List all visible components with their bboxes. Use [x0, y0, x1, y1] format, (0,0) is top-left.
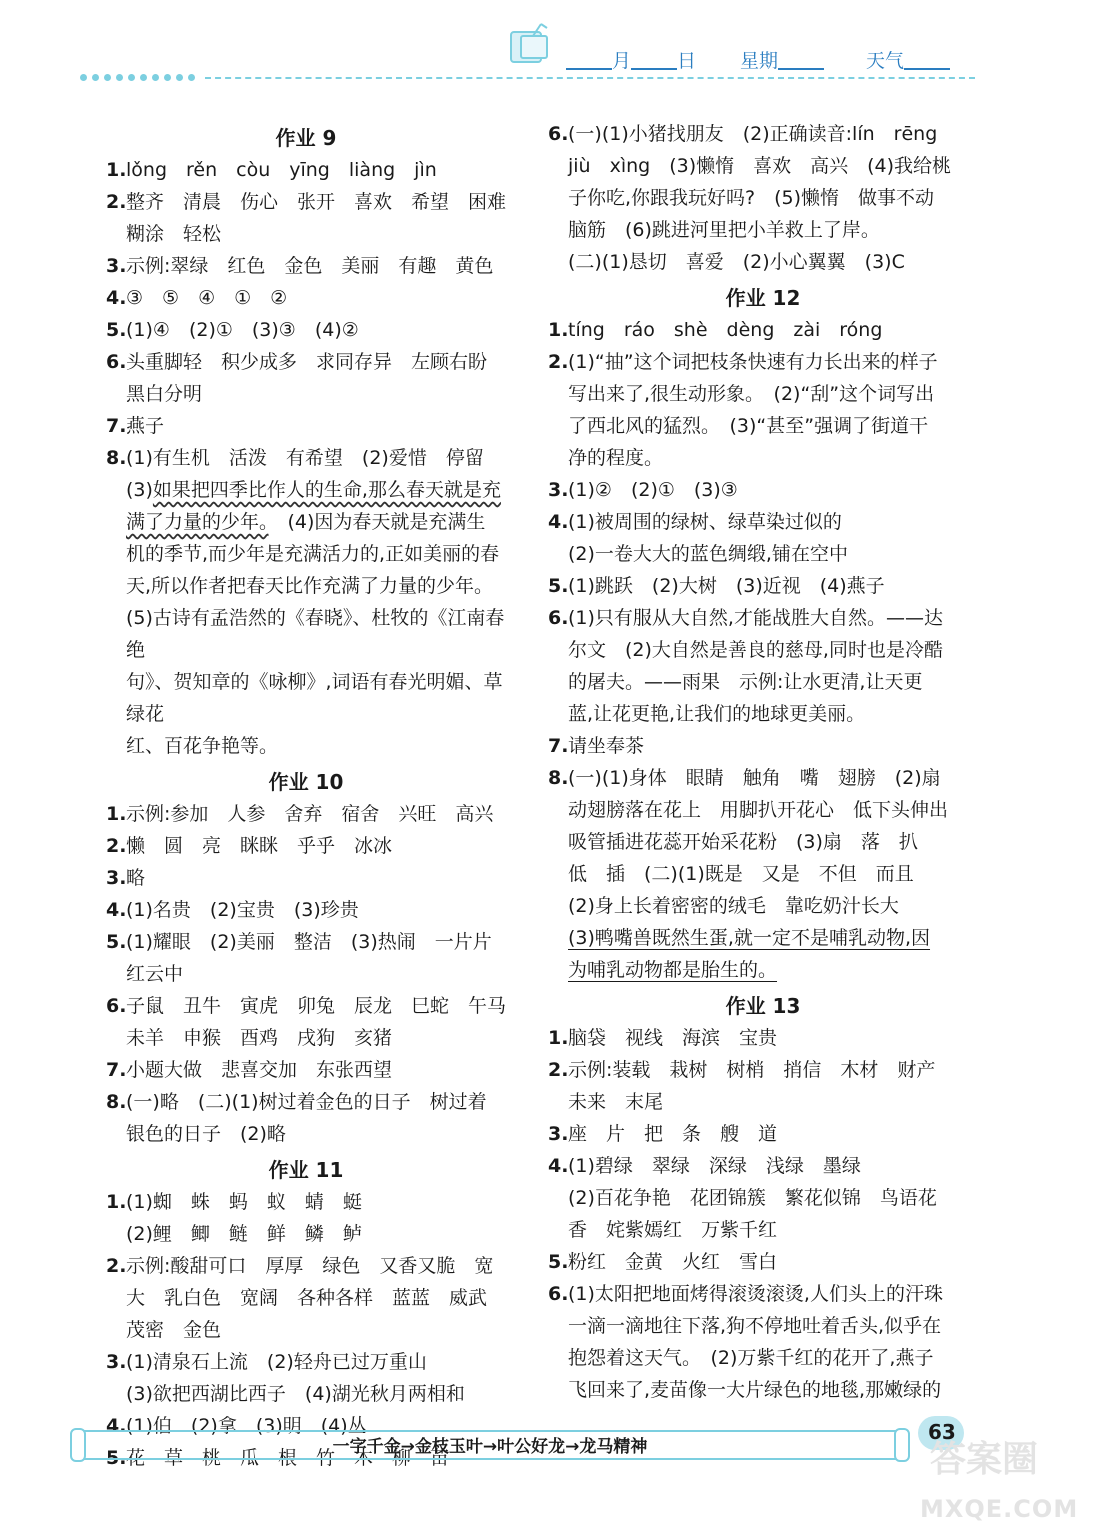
answer-text: (3) — [568, 927, 595, 949]
day-label: 日 — [677, 50, 697, 72]
q10-2 — [106, 830, 506, 862]
question-number: 2. — [548, 1059, 569, 1081]
section-title-11: 作业 11 — [268, 1158, 344, 1182]
month-label: 月 — [612, 50, 632, 72]
date-weather-line — [566, 46, 950, 73]
q12-2-cont: 净的程度。 — [568, 447, 664, 469]
q13-4-cont: 香 姹紫嫣红 万紫千红 — [568, 1219, 778, 1241]
answer-text: ③ ⑤ ④ ① ② — [126, 287, 288, 309]
q13-4-cont: (2)百花争艳 花团锦簇 繁花似锦 鸟语花 — [568, 1187, 937, 1209]
answer-text: 粉红 金黄 火红 雪白 — [568, 1251, 778, 1273]
q12-2-cont: 了西北风的猛烈。 (3)“甚至”强调了街道干 — [568, 415, 929, 437]
q12-8-cont: (2)身上长着密密的绒毛 靠吃奶汁长大 — [568, 895, 899, 917]
question-number: 7. — [106, 415, 127, 437]
right-column — [548, 118, 978, 1406]
q9-2 — [106, 186, 506, 218]
q9-8-line: 红、百花争艳等。 — [126, 735, 279, 757]
question-number: 5. — [106, 931, 127, 953]
q11-3-cont: (3)欲把西湖比西子 (4)湖光秋月两相和 — [126, 1383, 465, 1405]
weekday-label: 星期 — [740, 50, 779, 72]
answer-text: (一)(1)小猪找朋友 (2)正确读音:lín rēng — [568, 123, 938, 145]
answer-text: 小题大做 悲喜交加 东张西望 — [126, 1059, 393, 1081]
section-title-9: 作业 9 — [275, 126, 337, 150]
q11-2-cont: 茂密 金色 — [126, 1319, 222, 1341]
q11-1 — [106, 1186, 506, 1218]
q12-6-cont: 的屠夫。——雨果 示例:让水更清,让天更 — [568, 671, 923, 693]
q12-8-3 — [548, 922, 978, 954]
q13-6-cont: 一滴一滴地往下落,狗不停地吐着舌头,似乎在 — [568, 1315, 942, 1337]
q9-4 — [106, 282, 506, 314]
answer-text: 头重脚轻 积少成多 求同存异 左顾右盼 — [126, 351, 488, 373]
q12-4-cont: (2)一卷大大的蓝色绸缎,铺在空中 — [568, 543, 848, 565]
q12-6-cont: 蓝,让花更艳,让我们的地球更美丽。 — [568, 703, 866, 725]
q12-8-3b — [548, 954, 978, 986]
question-number: 4. — [548, 1155, 569, 1177]
answer-text: (1)被周围的绿树、绿草染过似的 — [568, 511, 842, 533]
answer-text: 脑袋 视线 海滨 宝贵 — [568, 1027, 778, 1049]
q10-7 — [106, 1054, 506, 1086]
question-number: 2. — [106, 835, 127, 857]
question-number: 2. — [106, 191, 127, 213]
question-number: 5. — [548, 575, 569, 597]
q12-5 — [548, 570, 978, 602]
q12-3 — [548, 474, 978, 506]
idiom-chain: 一字千金→金枝玉叶→叶公好龙→龙马精神 — [332, 1437, 648, 1457]
question-number: 8. — [106, 1091, 127, 1113]
question-number: 8. — [548, 767, 569, 789]
q13-3 — [548, 1118, 978, 1150]
footer-banner — [70, 1418, 910, 1464]
question-number: 5. — [548, 1251, 569, 1273]
answer-text: 整齐 清晨 伤心 张开 喜欢 希望 困难 — [126, 191, 507, 213]
answer-text: 请坐奉茶 — [568, 735, 645, 757]
question-number: 6. — [548, 607, 569, 629]
question-number: 6. — [548, 123, 569, 145]
question-number: 5. — [106, 319, 127, 341]
question-number: 4. — [106, 1415, 127, 1437]
q9-8-3b — [106, 506, 506, 538]
q9-5 — [106, 314, 506, 346]
question-number: 1. — [106, 1191, 127, 1213]
q13-5 — [548, 1246, 978, 1278]
q10-6-cont: 未羊 申猴 酉鸡 戌狗 亥猪 — [126, 1027, 393, 1049]
question-number: 2. — [106, 1255, 127, 1277]
question-number: 6. — [548, 1283, 569, 1305]
answer-text: 鸭嘴兽既然生蛋,就一定不是哺乳动物,因 — [594, 927, 931, 949]
q10-8-cont: 银色的日子 (2)略 — [126, 1123, 286, 1145]
answer-text: (1)“抽”这个词把枝条快速有力长出来的样子 — [568, 351, 938, 373]
q9-6 — [106, 346, 506, 378]
q9-8-3 — [106, 474, 506, 506]
header-divider — [205, 77, 975, 79]
q9-8-line: 机的季节,而少年是充满活力的,正如美丽的春 — [126, 543, 500, 565]
answer-text: 座 片 把 条 艘 道 — [568, 1123, 778, 1145]
answer-text: (1)只有服从大自然,才能战胜大自然。——达 — [568, 607, 943, 629]
q11-1-cont: (2)鲤 鲫 鲢 鲜 鳞 鲈 — [126, 1223, 362, 1245]
q12-8-cont: 吸管插进花蕊开始采花粉 (3)扇 落 扒 — [568, 831, 918, 853]
answer-text: (1)名贵 (2)宝贵 (3)珍贵 — [126, 899, 359, 921]
q10-4 — [106, 894, 506, 926]
question-number: 7. — [548, 735, 569, 757]
answer-text: 燕子 — [126, 415, 165, 437]
answer-text: (4)因为春天就是充满生 — [268, 511, 486, 533]
question-number: 3. — [548, 1123, 569, 1145]
q12-2-cont: 写出来了,很生动形象。 (2)“刮”这个词写出 — [568, 383, 935, 405]
question-number: 4. — [548, 511, 569, 533]
q13-6-cont: 飞回来了,麦苗像一大片绿色的地毯,那嫩绿的 — [568, 1379, 942, 1401]
answer-text: lǒng rěn còu yīng liàng jìn — [126, 159, 437, 181]
question-number: 7. — [106, 1059, 127, 1081]
q11-6 — [548, 118, 978, 150]
answer-text: 示例:翠绿 红色 金色 美丽 有趣 黄色 — [126, 255, 494, 277]
answer-text: (1)蜘 蛛 蚂 蚁 蜻 蜓 — [126, 1191, 362, 1213]
q10-1 — [106, 798, 506, 830]
q13-2-cont: 未来 末尾 — [568, 1091, 664, 1113]
answer-text: 略 — [126, 867, 146, 889]
answer-text: (3) — [126, 479, 153, 501]
q12-6 — [548, 602, 978, 634]
answer-text: (1)② (2)① (3)③ — [568, 479, 738, 501]
answer-text: (一)(1)身体 眼睛 触角 嘴 翅膀 (2)扇 — [568, 767, 941, 789]
q10-6 — [106, 990, 506, 1022]
answer-text: 为哺乳动物都是胎生的。 — [568, 959, 778, 981]
question-number: 3. — [106, 1351, 127, 1373]
answer-text: (1)伯 (2)拿 (3)明 (4)丛 — [126, 1415, 367, 1437]
q11-2-cont: 大 乳白色 宽阔 各种各样 蓝蓝 威武 — [126, 1287, 488, 1309]
schoolbag-icon — [505, 20, 553, 68]
section-title-12: 作业 12 — [725, 286, 801, 310]
q12-4 — [548, 506, 978, 538]
question-number: 1. — [548, 319, 569, 341]
answer-text: (1)耀眼 (2)美丽 整洁 (3)热闹 一片片 — [126, 931, 492, 953]
answer-text: 花 草 桃 瓜 根 竹 木 柳 苗 — [126, 1447, 450, 1469]
answer-text: (1)有生机 活泼 有希望 (2)爱惜 停留 — [126, 447, 484, 469]
answer-text: 示例:参加 人参 舍弃 宿舍 兴旺 高兴 — [126, 803, 494, 825]
q12-6-cont: 尔文 (2)大自然是善良的慈母,同时也是冷酷 — [568, 639, 943, 661]
q13-2 — [548, 1054, 978, 1086]
answer-text: (1)跳跃 (2)大树 (3)近视 (4)燕子 — [568, 575, 885, 597]
left-column — [106, 118, 506, 1474]
question-number: 1. — [106, 159, 127, 181]
q12-2 — [548, 346, 978, 378]
q11-2 — [106, 1250, 506, 1282]
q9-2-cont: 糊涂 轻松 — [126, 223, 222, 245]
question-number: 4. — [106, 899, 127, 921]
question-number: 1. — [106, 803, 127, 825]
page-number: 63 — [928, 1420, 956, 1444]
q9-8 — [106, 442, 506, 474]
q11-6-line: (二)(1)恳切 喜爱 (2)小心翼翼 (3)C — [568, 251, 905, 273]
answer-text: (1)太阳把地面烤得滚烫滚烫,人们头上的汗珠 — [568, 1283, 943, 1305]
question-number: 4. — [106, 287, 127, 309]
q9-8-line: 天,所以作者把春天比作充满了力量的少年。 — [126, 575, 494, 597]
q11-6-line: 脑筋 (6)跳进河里把小羊救上了岸。 — [568, 219, 880, 241]
answer-text: 示例:酸甜可口 厚厚 绿色 又香又脆 宽 — [126, 1255, 494, 1277]
question-number: 8. — [106, 447, 127, 469]
question-number: 5. — [106, 1447, 127, 1469]
q9-7 — [106, 410, 506, 442]
question-number: 3. — [106, 867, 127, 889]
answer-text: (1)④ (2)① (3)③ (4)② — [126, 319, 359, 341]
q13-6-cont: 抱怨着这天气。 (2)万紫千红的花开了,燕子 — [568, 1347, 934, 1369]
q10-5-cont: 红云中 — [126, 963, 184, 985]
q9-3 — [106, 250, 506, 282]
q12-8-cont: 动翅膀落在花上 用脚扒开花心 低下头伸出 — [568, 799, 949, 821]
answer-text: (1)清泉石上流 (2)轻舟已过万重山 — [126, 1351, 427, 1373]
answer-text: (一)略 (二)(1)树过着金色的日子 树过着 — [126, 1091, 487, 1113]
q9-1 — [106, 154, 506, 186]
question-number: 6. — [106, 351, 127, 373]
q9-8-line: (5)古诗有孟浩然的《春晓》、杜牧的《江南春绝 — [126, 607, 505, 661]
q10-3 — [106, 862, 506, 894]
question-number: 2. — [548, 351, 569, 373]
q9-8-line: 句》、贺知章的《咏柳》,词语有春光明媚、草绿花 — [126, 671, 503, 725]
answer-text: 满了力量的少年。 — [126, 511, 269, 533]
section-title-10: 作业 10 — [268, 770, 344, 794]
q11-3 — [106, 1346, 506, 1378]
question-number: 3. — [548, 479, 569, 501]
q13-6 — [548, 1278, 978, 1310]
watermark-url: MXQE.COM — [920, 1495, 1079, 1523]
q10-5 — [106, 926, 506, 958]
section-title-13: 作业 13 — [725, 994, 801, 1018]
dot-row — [80, 74, 195, 81]
q10-8 — [106, 1086, 506, 1118]
q12-8-cont: 低 插 (二)(1)既是 又是 不但 而且 — [568, 863, 914, 885]
q9-6-cont: 黑白分明 — [126, 383, 203, 405]
answer-text: 示例:装载 栽树 树梢 捎信 木材 财产 — [568, 1059, 936, 1081]
q12-8 — [548, 762, 978, 794]
answer-text: 懒 圆 亮 眯眯 乎乎 冰冰 — [126, 835, 393, 857]
question-number: 3. — [106, 255, 127, 277]
answer-text: (1)碧绿 翠绿 深绿 浅绿 墨绿 — [568, 1155, 861, 1177]
answer-text: 子鼠 丑牛 寅虎 卯兔 辰龙 巳蛇 午马 — [126, 995, 507, 1017]
watermark-logo: 答案圈 — [930, 1439, 1039, 1480]
q11-6-line: 子你吃,你跟我玩好吗? (5)懒惰 做事不动 — [568, 187, 935, 209]
q11-6-line: jiù xìng (3)懒惰 喜欢 高兴 (4)我给桃 — [568, 155, 952, 177]
q12-1 — [548, 314, 978, 346]
weather-label: 天气 — [866, 50, 905, 72]
q12-7 — [548, 730, 978, 762]
question-number: 1. — [548, 1027, 569, 1049]
q13-4 — [548, 1150, 978, 1182]
q13-1 — [548, 1022, 978, 1054]
question-number: 6. — [106, 995, 127, 1017]
answer-text: tíng ráo shè dèng zài róng — [568, 319, 883, 341]
answer-text: 如果把四季比作人的生命,那么春天就是充 — [152, 479, 501, 501]
page-header — [0, 0, 1099, 100]
